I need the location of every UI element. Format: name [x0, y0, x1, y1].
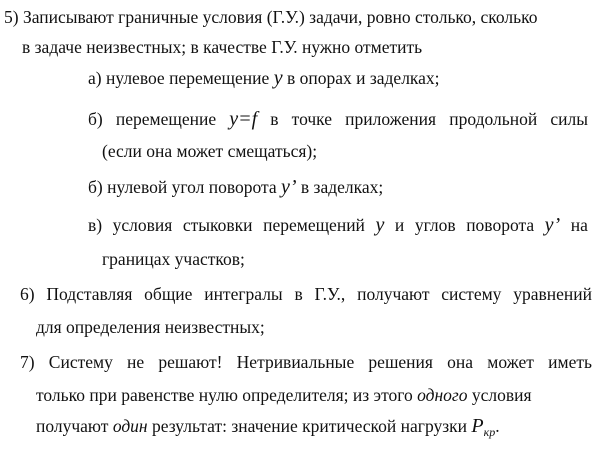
var-y-f: y=f: [229, 108, 258, 130]
item7-line1: 7) Систему не решают! Нетривиальные решения она может иметь: [20, 352, 592, 372]
var-y-prime: y’: [281, 176, 297, 198]
item7-line2: только при равенстве нулю определителя; из этого одного условия: [36, 385, 532, 405]
item7-line3: получают один результат: значение критической нагрузки $P_{кр}$.: [36, 415, 500, 439]
item5-line1: 5) Записывают граничные условия (Г.У.) задачи, ровно столько, сколько: [4, 7, 538, 27]
var-y: y: [375, 214, 385, 236]
emphasis-one-result: один: [112, 416, 148, 436]
item5-b-line2: (если она может смещаться);: [102, 141, 318, 161]
item5-b2-line: б) нулевой угол поворота y’ в заделках;: [88, 176, 384, 198]
item6-line2: для определения неизвестных;: [36, 317, 265, 337]
item5-a-line: а) нулевое перемещение y в опорах и заделках;: [88, 67, 440, 89]
var-y-prime: y’: [544, 214, 561, 236]
item5-line2: в задаче неизвестных; в качестве Г.У. нужно отметить: [22, 37, 423, 57]
var-p-critical: $P_{кр}$: [471, 415, 496, 439]
item5-v-line2: границах участков;: [102, 249, 245, 269]
item5-b-line1: б) перемещение y=f в точке приложения продольной силы: [88, 108, 588, 130]
item6-line1: 6) Подставляя общие интегралы в Г.У., получают систему уравнений: [20, 284, 592, 304]
var-y: y: [273, 67, 283, 89]
item5-v-line1: в) условия стыковки перемещений y и углов поворота y’ на: [88, 214, 588, 236]
emphasis-one: одного: [417, 385, 468, 405]
